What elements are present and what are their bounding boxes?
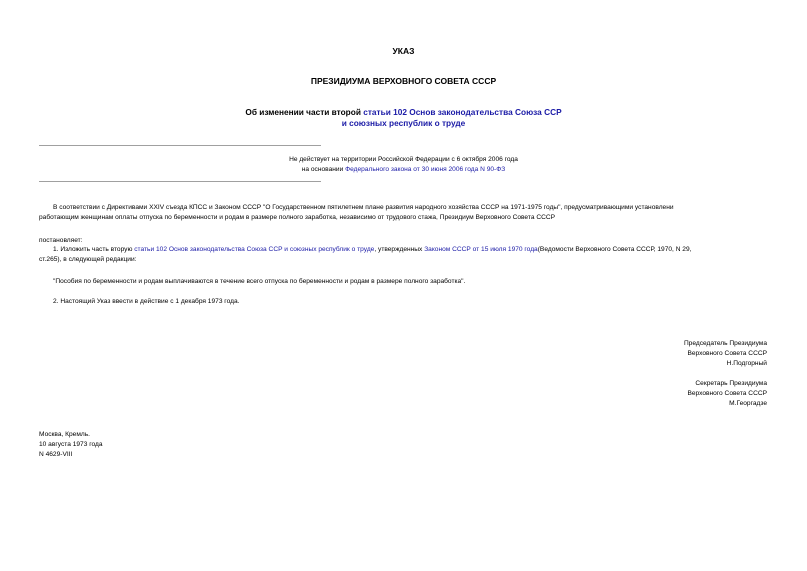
issuer-heading: ПРЕЗИДИУМА ВЕРХОВНОГО СОВЕТА СССР xyxy=(310,76,497,86)
preamble-line-2: работающим женщинам оплаты отпуска по беременности и родам в размере полного заработка, независимо от трудового стажа, Президиум Верховного Совета СССР xyxy=(39,214,556,221)
status-line-1: Не действует на территории Российской Федерации с 6 октября 2006 года xyxy=(289,156,518,163)
signatory1-title-line1: Председатель Президиума xyxy=(683,340,767,347)
signatory2-name: М.Георгадзе xyxy=(729,400,767,407)
status-prefix: на основании xyxy=(301,166,346,173)
date-of-signing: 10 августа 1973 года xyxy=(39,441,103,448)
signatory2-title-line1: Секретарь Президиума xyxy=(695,380,767,387)
divider-bottom xyxy=(39,181,321,182)
item1-law-link[interactable]: Законом СССР от 15 июля 1970 года xyxy=(424,246,538,253)
item2-text: 2. Настоящий Указ ввести в действие с 1 декабря 1973 года. xyxy=(53,298,240,305)
resolves-label: постановляет: xyxy=(39,237,83,244)
divider-top xyxy=(39,145,321,146)
item1-line-2: ст.265), в следующей редакции: xyxy=(39,256,137,263)
amended-text-quote: "Пособия по беременности и родам выплачиваются в течение всего отпуска по беременности и родам в размере полного заработка". xyxy=(53,278,466,285)
subject-link[interactable]: статьи 102 Основ законодательства Союза ССР xyxy=(363,107,562,117)
signatory1-name: Н.Подгорный xyxy=(726,360,767,367)
status-link[interactable]: Федерального закона от 30 июня 2006 года N 90-ФЗ xyxy=(345,166,506,173)
place-of-signing: Москва, Кремль. xyxy=(39,431,90,438)
signatory1-title-line2: Верховного Совета СССР xyxy=(687,350,767,357)
subject-line-1 xyxy=(0,107,807,118)
item1-line-1 xyxy=(53,245,773,255)
item1-suffix: (Ведомости Верховного Совета СССР, 1970, N 29, xyxy=(537,246,692,253)
signatory2-title-line2: Верховного Совета СССР xyxy=(687,390,767,397)
decree-heading: УКАЗ xyxy=(392,46,415,56)
item1-mid: , утвержденных xyxy=(374,246,425,253)
preamble-line-1: В соответствии с Директивами XXIV съезда КПСС и Законом СССР "О Государственном пятилетнем плане развития народного хозяйства СССР на 1971-1975 годы", предусматривающими установлени xyxy=(53,204,674,211)
subject-line-2[interactable]: и союзных республик о труде xyxy=(341,118,466,128)
item1-article-link[interactable]: статьи 102 Основ законодательства Союза ССР и союзных республик о труде xyxy=(134,246,375,253)
item1-prefix: 1. Изложить часть вторую xyxy=(53,246,135,253)
decree-number: N 4629-VIII xyxy=(39,451,73,458)
status-line-2 xyxy=(0,165,807,175)
subject-prefix: Об изменении части второй xyxy=(245,107,364,117)
